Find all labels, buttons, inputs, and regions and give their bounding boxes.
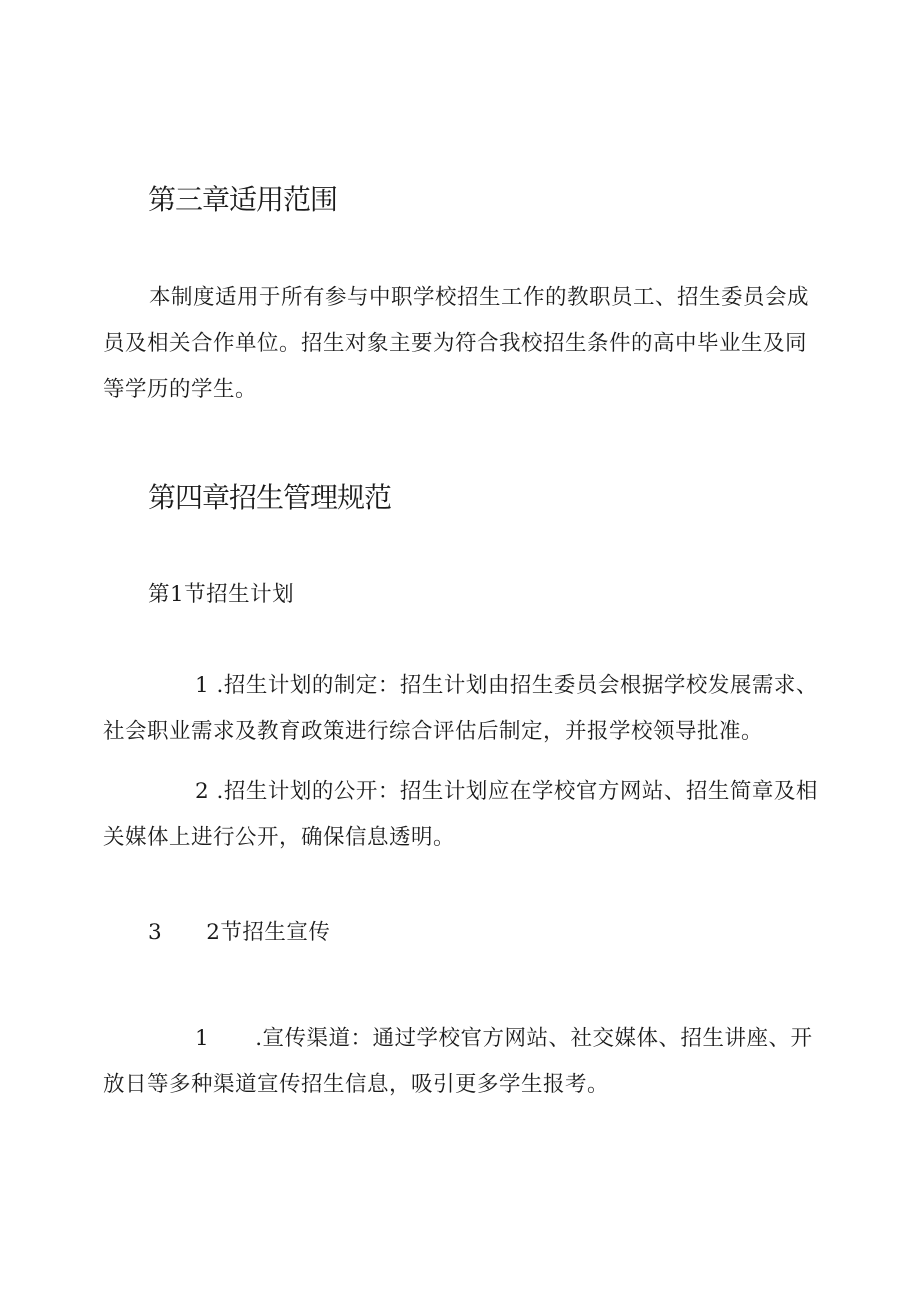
section-2-title: [148, 922, 330, 944]
item-text: .招生计划的制定：招生计划由招生委员会根据学校发展需求、社会职业需求及教育政策进行综合评估后制定，并报学校领导批准。: [103, 673, 818, 744]
chapter-3-body: 本制度适用于所有参与中职学校招生工作的教职员工、招生委员会成员及相关合作单位。招生对象主要为符合我校招生条件的高中毕业生及同等学历的学生。: [103, 285, 810, 402]
section-2-number: 3: [148, 920, 163, 945]
section-2-item-1: [103, 1016, 823, 1108]
chapter-3-title: 第三章适用范围: [148, 183, 338, 216]
section-2-title-text: 2节招生宣传: [206, 920, 331, 945]
item-text: .招生计划的公开：招生计划应在学校官方网站、招生简章及相关媒体上进行公开，确保信息透明。: [103, 779, 818, 850]
item-number: 1: [195, 673, 210, 698]
section-1-item-1: [103, 663, 823, 755]
item-number: 2: [195, 779, 210, 804]
item-text: .宣传渠道：通过学校官方网站、社交媒体、招生讲座、开放日等多种渠道宣传招生信息，吸引更多学生报考。: [103, 1026, 813, 1097]
item-number: 1: [195, 1026, 210, 1051]
section-1-item-2: [103, 769, 823, 861]
section-1-title: 第1节招生计划: [148, 582, 295, 607]
chapter-4-title: 第四章招生管理规范: [148, 481, 392, 514]
